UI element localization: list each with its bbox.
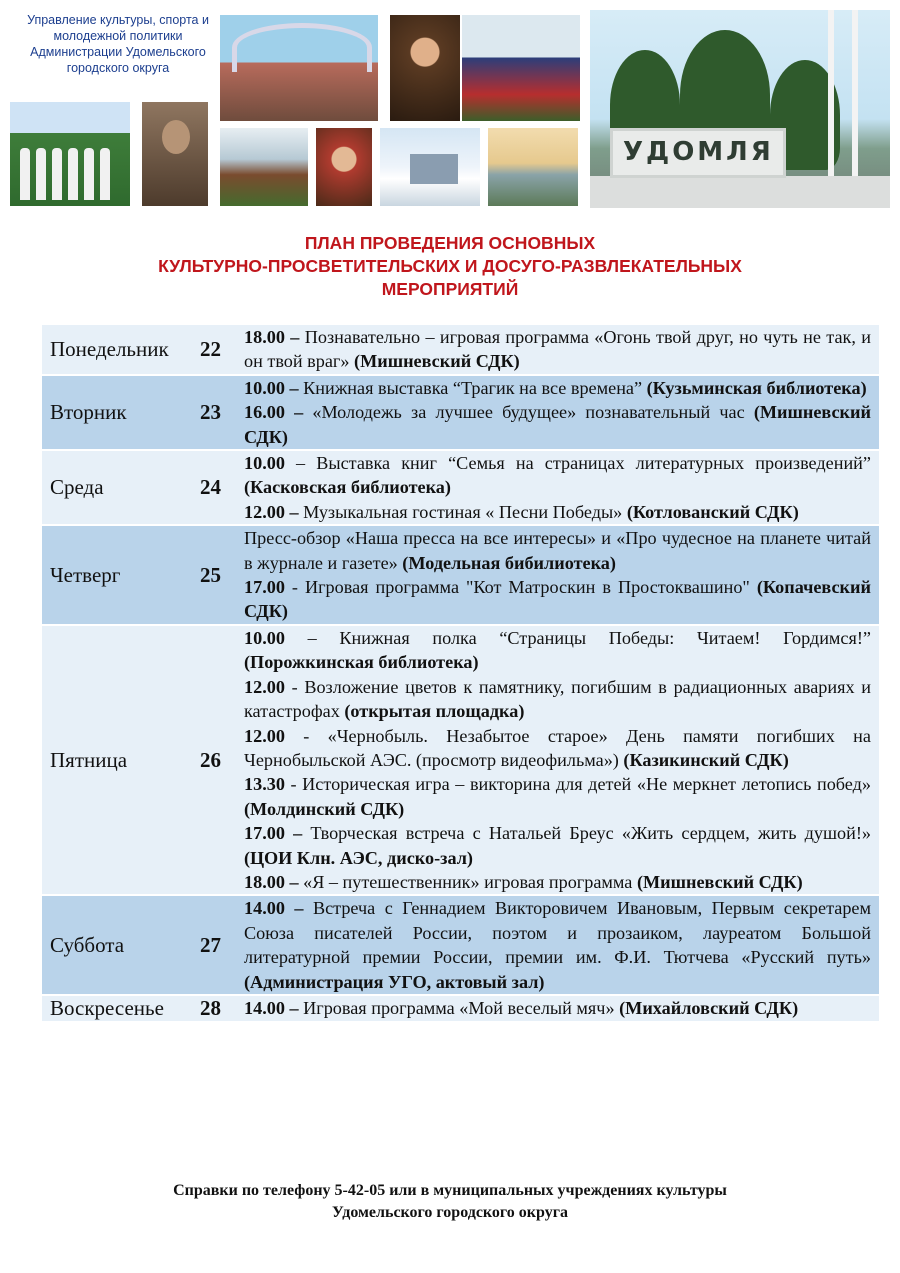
photo-lake-landscape	[488, 128, 578, 206]
photo-winter-building	[380, 128, 480, 206]
photo-painting-portrait	[390, 15, 460, 121]
footer-contact-info: Справки по телефону 5-42-05 или в муниципальных учреждениях культуры Удомельского городского округа	[173, 1182, 727, 1221]
schedule-row-friday	[42, 625, 879, 895]
day-events	[244, 450, 879, 525]
event-item: 14.00 – Встреча с Геннадием Викторовичем Ивановым, Первым секретарем Союза писателей России, поэтом и прозаиком, лауреатом Большой литературной премии России, премии им. Ф.И. Тютчева «Русский путь» (Администрация УГО, актовый зал)	[244, 898, 872, 992]
event-item: 12.00 - Возложение цветов к памятнику, погибшим в радиационных авариях и катастрофах (открытая площадка)	[244, 676, 871, 722]
day-date: 23	[200, 375, 244, 450]
page-title: ПЛАН ПРОВЕДЕНИЯ ОСНОВНЫХ КУЛЬТУРНО-ПРОСВЕТИТЕЛЬСКИХ И ДОСУГО-РАЗВЛЕКАТЕЛЬНЫХ МЕРОПРИЯТИЙ	[158, 233, 742, 299]
photo-city-sign	[590, 10, 890, 208]
day-date: 28	[200, 995, 244, 1021]
city-sign-board	[610, 128, 786, 178]
photo-folk-dance	[220, 15, 378, 121]
event-item: 10.00 – Книжная выставка “Трагик на все времена” (Кузьминская библиотека)	[244, 377, 867, 398]
schedule-row-wednesday	[42, 450, 879, 525]
event-item: 18.00 – «Я – путешественник» игровая программа (Мишневский СДК)	[244, 871, 803, 892]
city-sign-logo: УДОМЛЯ	[623, 137, 774, 167]
event-item: 17.00 - Игровая программа "Кот Матроскин в Простоквашино" (Копачевский СДК)	[244, 577, 871, 622]
schedule-row-sunday	[42, 995, 879, 1021]
day-name: Суббота	[42, 895, 200, 995]
event-item: Пресс-обзор «Наша пресса на все интересы» и «Про чудесное на планете читай в журнале и газете» (Модельная бибилиотека)	[244, 528, 871, 573]
event-item: 17.00 – Творческая встреча с Натальей Бреус «Жить сердцем, жить душой!» (ЦОИ Клн. АЭС, диско-зал)	[244, 823, 872, 868]
event-item: 16.00 – «Молодежь за лучшее будущее» познавательный час (Мишневский СДК)	[244, 402, 871, 447]
event-item: 10.00 – Книжная полка “Страницы Победы: Читаем! Гордимся!” (Порожкинская библиотека)	[244, 627, 871, 673]
day-events	[244, 325, 879, 375]
day-events	[244, 995, 879, 1021]
event-item: 13.30 - Историческая игра – викторина для детей «Не меркнет летопись побед» (Молдинский СДК)	[244, 774, 871, 819]
photo-choir	[462, 15, 580, 121]
day-events	[244, 525, 879, 625]
day-name: Четверг	[42, 525, 200, 625]
day-name: Пятница	[42, 625, 200, 895]
day-date: 24	[200, 450, 244, 525]
day-name: Воскресенье	[42, 995, 200, 1021]
day-date: 25	[200, 525, 244, 625]
event-item: 14.00 – Игровая программа «Мой веселый мяч» (Михайловский СДК)	[244, 998, 799, 1019]
day-date: 22	[200, 325, 244, 375]
day-date: 26	[200, 625, 244, 895]
day-date: 27	[200, 895, 244, 995]
schedule-row-thursday	[42, 525, 879, 625]
day-events	[244, 625, 879, 895]
event-item: 12.00 - «Чернобыль. Незабытое старое» День памяти погибших на Чернобыльской АЭС. (просмотр видеофильма») (Казикинский СДК)	[244, 725, 871, 770]
schedule-row-saturday	[42, 895, 879, 995]
event-item: 18.00 – Познавательно – игровая программа «Огонь твой друг, но чуть не так, и он твой враг» (Мишневский СДК)	[244, 327, 871, 372]
organization-name: Управление культуры, спорта и молодежной политики Администрации Удомельского городского округа	[27, 13, 209, 75]
event-item: 12.00 – Музыкальная гостиная « Песни Победы» (Котлованский СДК)	[244, 501, 799, 522]
schedule-row-monday	[42, 325, 879, 375]
schedule-row-tuesday	[42, 375, 879, 450]
day-name: Вторник	[42, 375, 200, 450]
photo-painting-girls	[316, 128, 372, 206]
event-item: 10.00 – Выставка книг “Семья на страницах литературных произведений” (Касковская библиотека)	[244, 453, 871, 498]
day-events	[244, 895, 879, 995]
day-name: Среда	[42, 450, 200, 525]
schedule-table	[42, 325, 879, 1021]
photo-youth-group	[10, 102, 130, 206]
header-collage	[10, 10, 890, 208]
day-name: Понедельник	[42, 325, 200, 375]
photo-monument	[142, 102, 208, 206]
day-events	[244, 375, 879, 450]
photo-wooden-house	[220, 128, 308, 206]
